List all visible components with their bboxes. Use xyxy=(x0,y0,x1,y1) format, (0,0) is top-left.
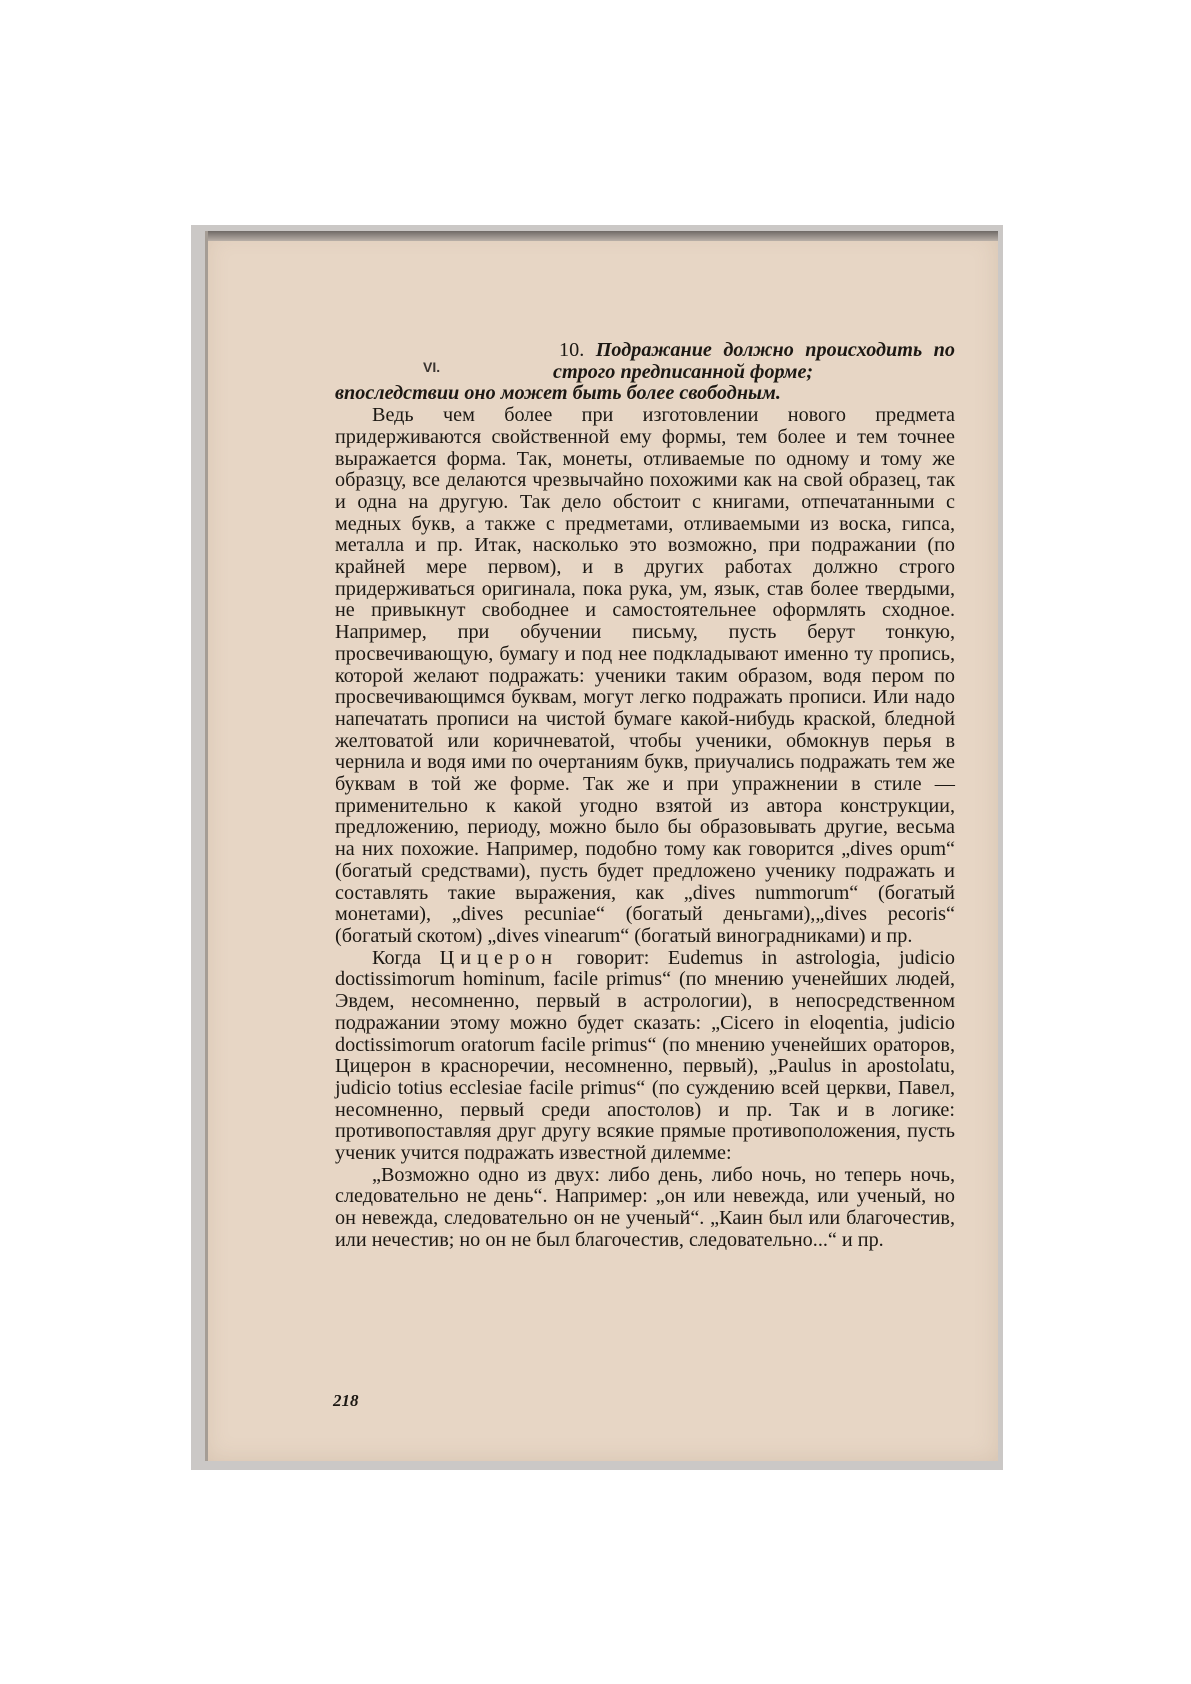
section-heading xyxy=(335,340,955,383)
page-text xyxy=(335,340,955,1252)
scan-frame xyxy=(191,225,1003,1470)
section-mark: VI. xyxy=(423,359,441,375)
top-shadow-strip xyxy=(205,231,998,241)
heading-number: 10. xyxy=(559,339,585,361)
author-name-spaced: Цицерон xyxy=(439,946,559,969)
paragraph-1: Ведь чем более при изготовлении нового предмета придерживаются свойственной ему формы, тем более и тем точнее выражается форма. Так, монеты, отливаемые по одному и тому же образцу, все делаются чрезвычайно похожими как на свой образец, так и одна на другую. Так дело обстоит с книгами, отпечатанными с медных букв, а также с предметами, отливаемыми из воска, гипса, металла и пр. Итак, насколько это возможно, при подражании (по крайней мере первом), и в других работах должно строго придерживаться оригинала, пока рука, ум, язык, став более твердыми, не привыкнут свободнее и самостоятельнее оформлять сходное. Например, при обучении письму, пусть берут тонкую, просвечивающую, бумагу и под нее подкладывают именно ту пропись, которой желают подражать: ученики таким образом, водя пером по просвечивающимся буквам, могут легко подражать прописи. Или надо напечатать прописи на чистой бумаге какой-нибудь краской, бледной желтоватой или коричневатой, чтобы ученики, обмокнув перья в чернила и водя ими по очертаниям букв, приучались подражать тем же буквам в той же форме. Так же и при упражнении в стиле — применительно к какой угодно взятой из автора конструкции, предложению, периоду, можно было бы образовывать другие, весьма на них похожие. Например, подобно тому как говорится „dives opum“ (богатый средствами), пусть будет предложено ученику подражать и составлять такие выражения, как „dives nummorum“ (богатый монетами), „dives pecuniae“ (богатый деньгами),„dives pecoris“ (богатый скотом) „dives vinearum“ (богатый виноградниками) и пр. xyxy=(335,404,955,947)
paragraph-2 xyxy=(335,948,955,1165)
left-shadow-strip xyxy=(205,231,208,1461)
page-number: 218 xyxy=(333,1391,359,1410)
heading-continuation: впоследствии оно может быть более свободным. xyxy=(335,382,781,405)
heading-title: Подражание должно происходить по строго предписанной форме; xyxy=(553,339,955,383)
paragraph-2-lead: Когда xyxy=(372,946,422,969)
book-page xyxy=(205,231,998,1461)
paragraph-2-text: говорит: Eudemus in astrologia, judicio doctissimorum hominum, facile primus“ (по мнению ученейших людей, Эвдем, несомненно, первый в астрологии), в непосредственном подражании этому можно будет сказать: „Cicero in eloqentia, judicio doctissimorum oratorum facile primus“ (по мнению ученейших ораторов, Цицерон в красноречии, несомненно, первый), „Paulus in apostolatu, judicio totius ecclesiae facile primus“ (по суждению всей церкви, Павел, несомненно, первый среди апостолов) и пр. Так и в логике: противопоставляя друг другу всякие прямые противоположения, пусть ученик учится подражать известной дилемме: xyxy=(335,946,956,1165)
paragraph-3: „Возможно одно из двух: либо день, либо ночь, но теперь ночь, следовательно не день“. Например: „он или невежда, или ученый, но он невежда, следовательно он не ученый“. „Каин был или благочестив, или нечестив; но он не был благочестив, следовательно...“ и пр. xyxy=(335,1163,955,1251)
